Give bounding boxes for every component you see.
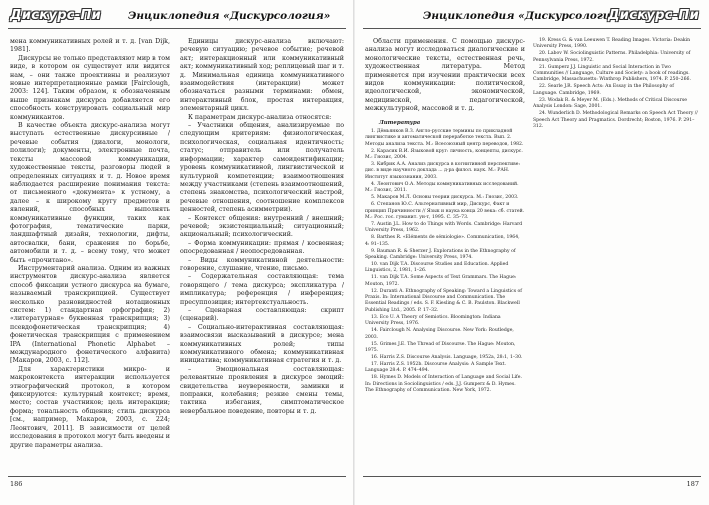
paragraph: Инструментарий анализа. Одним из важных инструментов дискурс-анализа является способ фиксации устного дискурса на бумаге, называемый транскрипцией. Существует несколько разновидностей нотационных систем: 1) стандартная орфография; 2) «литературная» буквенная транскрипция; 3) псевдофонетическая транскрипция; 4) фонетическая транскрипция с применением IPA (International Phonetic Alphabet – международного фонетического алфавита) [Макаров, 2003, с. 112]. xyxy=(10,264,170,365)
right-column-2 xyxy=(533,38,699,131)
paragraph: В качестве объекта дискурс-анализа могут выступать естественные дискурсивные / речевые события (диалоги, монологи, полилоги); документы, электронные почта, тексты массовой коммуникации, художественные тексты, разговоры людей в определенных ситуациях и т. д. Новое время наблюдается расширение понимания текста: от письменного «документа» к устному, а далее – к широкому кругу предметов и явлений, способных выполнять коммуникативные функции, таких как фотография, тематические парки, ландшафтный дизайн, технологии, дифты, автосвалки, бани, сражения по борьбе, автомобили и т. д. – всему тому, что может быть «прочитано». xyxy=(10,122,170,264)
reference-item: 22. Searle J.R. Speech Acts: An Essay in the Philosophy of Language. Cambridge, 1969. xyxy=(533,84,674,96)
left-column-1 xyxy=(10,38,170,450)
references-list xyxy=(365,120,525,395)
reference-item: 2. Карасик В.И. Языковой круг: личность, концепты, дискурс. М.: Гнозис, 2004. xyxy=(365,148,523,160)
paragraph: Для характеристики микро- и макроконтекста интеракции используется этнографический протокол, в котором фиксируются: культурный контекст; время, место; состав участников; цель интеракции; форма; тональность общения; стиль дискурса [см., например, Макаров, 2003, с. 224; Леонтович, 2011]. В зависимости от целей исследования в протокол могут быть введены и другие параметры анализа. xyxy=(10,365,170,449)
reference-item: 17. Harris Z.S. 1952b. Discourse Analysis: A Sample Text. Language 28:4. P. 474–494. xyxy=(365,362,506,374)
paragraph: К параметрам дискурс-анализа относятся: xyxy=(188,113,332,121)
reference-item: 7. Austin J.L. How to do Things with Words. Cambridge: Harvard University Press, 1962. xyxy=(365,221,523,234)
reference-item: 14. Fairclough N. Analysing Discourse. New York: Routledge, 2003. xyxy=(365,328,514,340)
right-column-1 xyxy=(365,38,525,395)
reference-item: 3. Кибрик А.А. Анализ дискурса в когнитивной перспективе: дис. в виде научного доклада ... д-ра филол. наук. М.: РАН. Институт языкознания, 2003. xyxy=(365,162,521,180)
paragraph: – Участники общения, анализируемые по следующим критериям: физиологическая, психологическая, социальная идентичность; статус; отправитель или получатель информации; характер самоидентификации; уровень коммуникативной, лингвистической и культурной компетенции; взаимоотношения между участниками (степень взаимоотношений, степень знакомства, психологический настрой, речевые отношения, соотношение комплексов ценностей, степень асимметрии). xyxy=(180,122,344,214)
left-page-footer xyxy=(8,476,346,487)
paragraph: Дискурсы не только представляют мир в том виде, в котором он существует или видится нам, – они также проективны и реализуют новые интерпретационные рамки [Fairclough, 2003: 124]. Таким образом, к обозначенным выше признакам дискурса добавляется его способность конструировать социальный мир коммуникантов. xyxy=(10,54,170,121)
right-page-header xyxy=(363,6,701,29)
running-title: Энциклопедия «Дискурсология» xyxy=(423,10,626,22)
paragraph: – Эмоциональная составляющая: релевантные проявления в дискурсе эмоций: свидетельства неуверенности, заминки и поправки, колебания; резкие смены темы, тактика избегания, симптоматическое невербальное поведение, повторы и т. д. xyxy=(180,365,344,415)
left-page-header xyxy=(8,6,346,29)
paragraph: – Сценарная составляющая: скрипт (сценарий). xyxy=(180,307,344,323)
reference-item: 23. Wodak R. & Meyer M. (Eds.). Methods of Critical Discourse Analysis London: Sage, 2001. xyxy=(533,97,687,110)
page-number: 186 xyxy=(10,480,23,488)
reference-item: 21. Gumperz J.J. Linguistic and Social Interaction in Two Communities // Language, Culture and Society: a book of readings. Cambridge, Massachusetts: Winthrop Publishers, 1974. P. 250–266. xyxy=(533,64,691,83)
reference-item: 13. Eco U. A Theory of Semiotics. Bloomington: Indiana University Press, 1976. xyxy=(365,314,501,327)
reference-item: 1. Дёмьянков В.З. Англо-русские термины по прикладной лингвистике и автоматической переработке текста. Вып. 2. Методы анализа текста. М.: Всесоюзный центр переводов, 1982. xyxy=(365,128,524,147)
publisher-logo: Дискурс-Пи xyxy=(607,8,699,23)
paragraph: мена коммуникативных ролей и т. д. [van Dijk, 1981]. xyxy=(10,38,170,54)
left-page xyxy=(0,0,354,505)
paragraph: – Социально-интерактивная составляющая: взаимосвязи высказываний в дискурсе; мена коммуникативных ролей; типы коммуникативного обмена; коммуникативная инициатива; коммуникативная стратегия и т. д. xyxy=(180,323,344,365)
publisher-logo: Дискурс-Пи xyxy=(10,8,102,23)
reference-item: 18. Hymes D. Models of Interaction of Language and Social Life. In: Directions in Sociolinguistics / eds. J.J. Gumperz & D. Hymes. The Ethnography of Communication. New York, 1972. xyxy=(365,375,522,394)
paragraph: Области применения. С помощью дискурс-анализа могут исследоваться диалогические и монологические тексты, естественная речь, художественная литература. Метод применяется при изучении практически всех видов коммуникации: политической, идеологической, экономической, медицинской, педагогической, межкультурной, массовой и т. д. xyxy=(365,38,525,113)
running-title: Энциклопедия «Дискурсология» xyxy=(128,10,331,22)
paragraph: – Содержательная составляющая: тема говорящего / тема дискурса; экспликатура / импликатура; референция / инференция; пресуппозиция; интертекстуальность. xyxy=(180,273,344,306)
reference-item: 4. Леонтович О.А. Методы коммуникативных исследований. М.: Гнозис, 2011. xyxy=(365,181,519,194)
left-column-2 xyxy=(180,38,344,416)
reference-item: 24. Wunderlich D. Methodological Remarks on Speech Act Theory // Speech Act Theory and Pragmatics. Dordrecht; Boston, 1976. P. 291–312. xyxy=(533,111,698,129)
reference-item: 20. Labov W. Sociolinguistic Patterns. Philadelphia: University of Pennsylvania Press, 1972. xyxy=(533,51,691,63)
references-heading: Литература xyxy=(379,119,421,126)
right-page xyxy=(355,0,709,505)
paragraph: – Контекст общения: внутренний / внешний; речевой; экзистенциальный; ситуационный; акциональный; психологический. xyxy=(180,214,344,239)
page-number: 187 xyxy=(686,480,699,488)
paragraph: – Виды коммуникативной деятельности: говорение, слушание, чтение, письмо. xyxy=(180,256,344,272)
reference-item: 16. Harris Z.S. Discourse Analysis. Language, 1952a, 28:1, 1–30. xyxy=(371,355,523,360)
reference-item: 11. van Dijk T.A. Some Aspects of Text Grammars. The Hague: Mouton, 1972. xyxy=(365,275,517,287)
reference-item: 12. Duranti A. Ethnography of Speaking: Toward a Linguistics of Praxis. In: International Discourse and Communication. The Essential Readings / eds. S. F. Kiesling & C. B. Paulston. Blackwell Publishing Ltd., 2005. P. 17–32. xyxy=(365,288,522,313)
right-page-footer xyxy=(363,476,701,487)
reference-item: 10. van Dijk T.A. Discourse Studies and Education. Applied Linguistics, 2, 1981, 1–26. xyxy=(365,262,509,274)
reference-item: 5. Макаров М.Л. Основы теории дискурса. М.: Гнозис, 2003. xyxy=(371,195,519,201)
reference-item: 8. Barthes R. «Eléments de sémiologie». Communication, 1964, 4: 91–135. xyxy=(365,235,520,247)
reference-item: 15. Grimes J.E. The Thread of Discourse. The Hague: Mouton, 1975. xyxy=(365,341,516,353)
paragraph: Единицы дискурс-анализа включают: речевую ситуацию; речевое событие; речевой акт; интеракционный или коммуникативный акт; коммуникативный ход; реплицевый шаг и т. д. Минимальная единица коммуникативного взаимодействия (интеракции) может обозначаться разными терминами: обмен, интерактивный блок, простая интеракция, элементарный цикл. xyxy=(180,38,344,113)
reference-item: 6. Степанов Ю.С. Альтернативный мир, Дискурс, Факт и принцип Причинности // Язык и наука конца 20 века: сб. статей. М.: Рос. гос. гуманит. ун-т, 1995. С. 35–73. xyxy=(365,202,525,220)
reference-item: 9. Bauman R. & Sherzer J. Explorations in the Ethnography of Speaking. Cambridge: University Press, 1974. xyxy=(365,248,516,260)
reference-item: 19. Kress G. & van Leeuwen T. Reading Images. Victoria: Deakin University Press, 1990. xyxy=(533,38,691,50)
paragraph: – Форма коммуникации: прямая / косвенная; опосредованная / неопосредованная. xyxy=(180,239,344,256)
